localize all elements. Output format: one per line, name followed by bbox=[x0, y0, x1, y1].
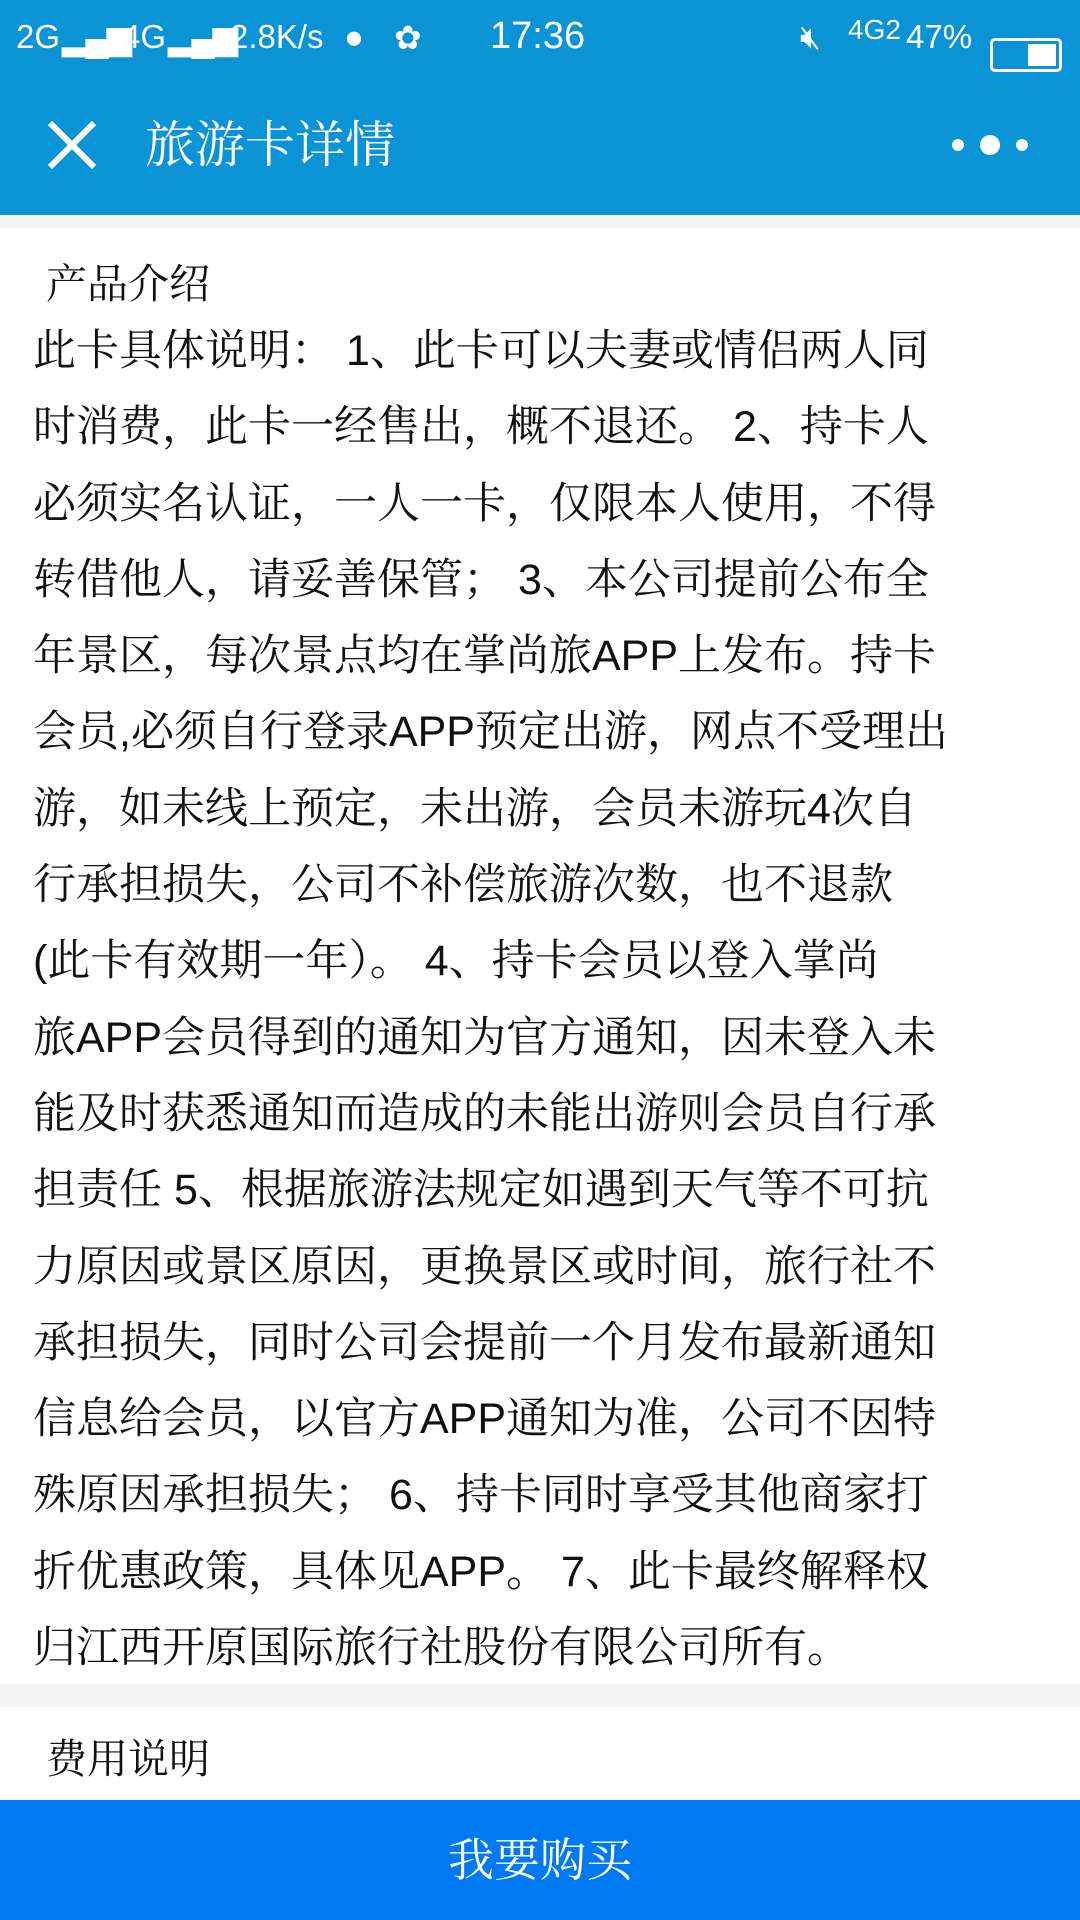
clock: 17:36 bbox=[490, 15, 586, 57]
text-line: 承担损失，同时公司会提前一个月发布最新通知 bbox=[33, 1318, 936, 1367]
text-line: 时消费，此卡一经售出，概不退还。 2、持卡人 bbox=[33, 403, 929, 452]
text-line: 转借他人，请妥善保管； 3、本公司提前公布全 bbox=[33, 555, 929, 604]
app-header bbox=[0, 75, 1080, 215]
wechat-icon: ✿ bbox=[394, 19, 422, 56]
network-4g: 4G bbox=[122, 18, 167, 55]
battery-percent: 47% bbox=[906, 18, 973, 55]
mute-icon: 🔇︎ bbox=[800, 18, 821, 55]
network-4g2: 4G2 bbox=[848, 14, 901, 45]
signal-icon: ▂▄▆ bbox=[168, 19, 237, 56]
text-line: 折优惠政策，具体见APP。 7、此卡最终解释权 bbox=[33, 1547, 929, 1596]
fee-intro-section[interactable] bbox=[0, 1707, 1080, 1800]
product-description bbox=[33, 313, 1063, 1686]
text-line: 殊原因承担损失； 6、持卡同时享受其他商家打 bbox=[33, 1471, 929, 1520]
text-line: 信息给会员，以官方APP通知为准，公司不因特 bbox=[33, 1395, 937, 1444]
text-line: 担责任 5、根据旅游法规定如遇到天气等不可抗 bbox=[33, 1166, 929, 1215]
text-line: 会员,必须自行登录APP预定出游，网点不受理出 bbox=[33, 708, 948, 757]
text-line: 旅APP会员得到的通知为官方通知，因未登入未 bbox=[33, 1013, 937, 1062]
text-line: 此卡具体说明： 1、此卡可以夫妻或情侣两人同 bbox=[33, 327, 929, 375]
text-line: 必须实名认证，一人一卡，仅限本人使用，不得 bbox=[33, 479, 936, 528]
section-title: 费用说明 bbox=[46, 1736, 210, 1782]
page-title: 旅游卡详情 bbox=[145, 117, 395, 173]
status-bar bbox=[0, 0, 1080, 75]
text-line: (此卡有效期一年）。 4、持卡会员以登入掌尚 bbox=[33, 937, 879, 986]
text-line: 能及时获悉通知而造成的未能出游则会员自行承 bbox=[33, 1089, 936, 1138]
network-speed: 2.8K/s bbox=[230, 18, 324, 55]
text-line: 游，如未线上预定，未出游，会员未游玩4次自 bbox=[33, 784, 917, 833]
message-icon: ● bbox=[344, 18, 364, 55]
section-title: 产品介绍 bbox=[46, 261, 210, 307]
more-icon[interactable] bbox=[940, 133, 1040, 157]
product-intro-section bbox=[0, 228, 1080, 1684]
network-2g: 2G bbox=[16, 18, 61, 55]
text-line: 力原因或景区原因，更换景区或时间，旅行社不 bbox=[33, 1242, 936, 1291]
signal-icon: ▂▄▆ bbox=[62, 19, 131, 56]
close-icon[interactable] bbox=[44, 117, 100, 173]
buy-button[interactable]: 我要购买 bbox=[0, 1800, 1080, 1920]
text-line: 年景区，每次景点均在掌尚旅APP上发布。持卡 bbox=[33, 632, 937, 681]
text-line: 归江西开原国际旅行社股份有限公司所有。 bbox=[33, 1624, 850, 1673]
text-line: 行承担损失，公司不补偿旅游次数，也不退款 bbox=[33, 861, 893, 910]
